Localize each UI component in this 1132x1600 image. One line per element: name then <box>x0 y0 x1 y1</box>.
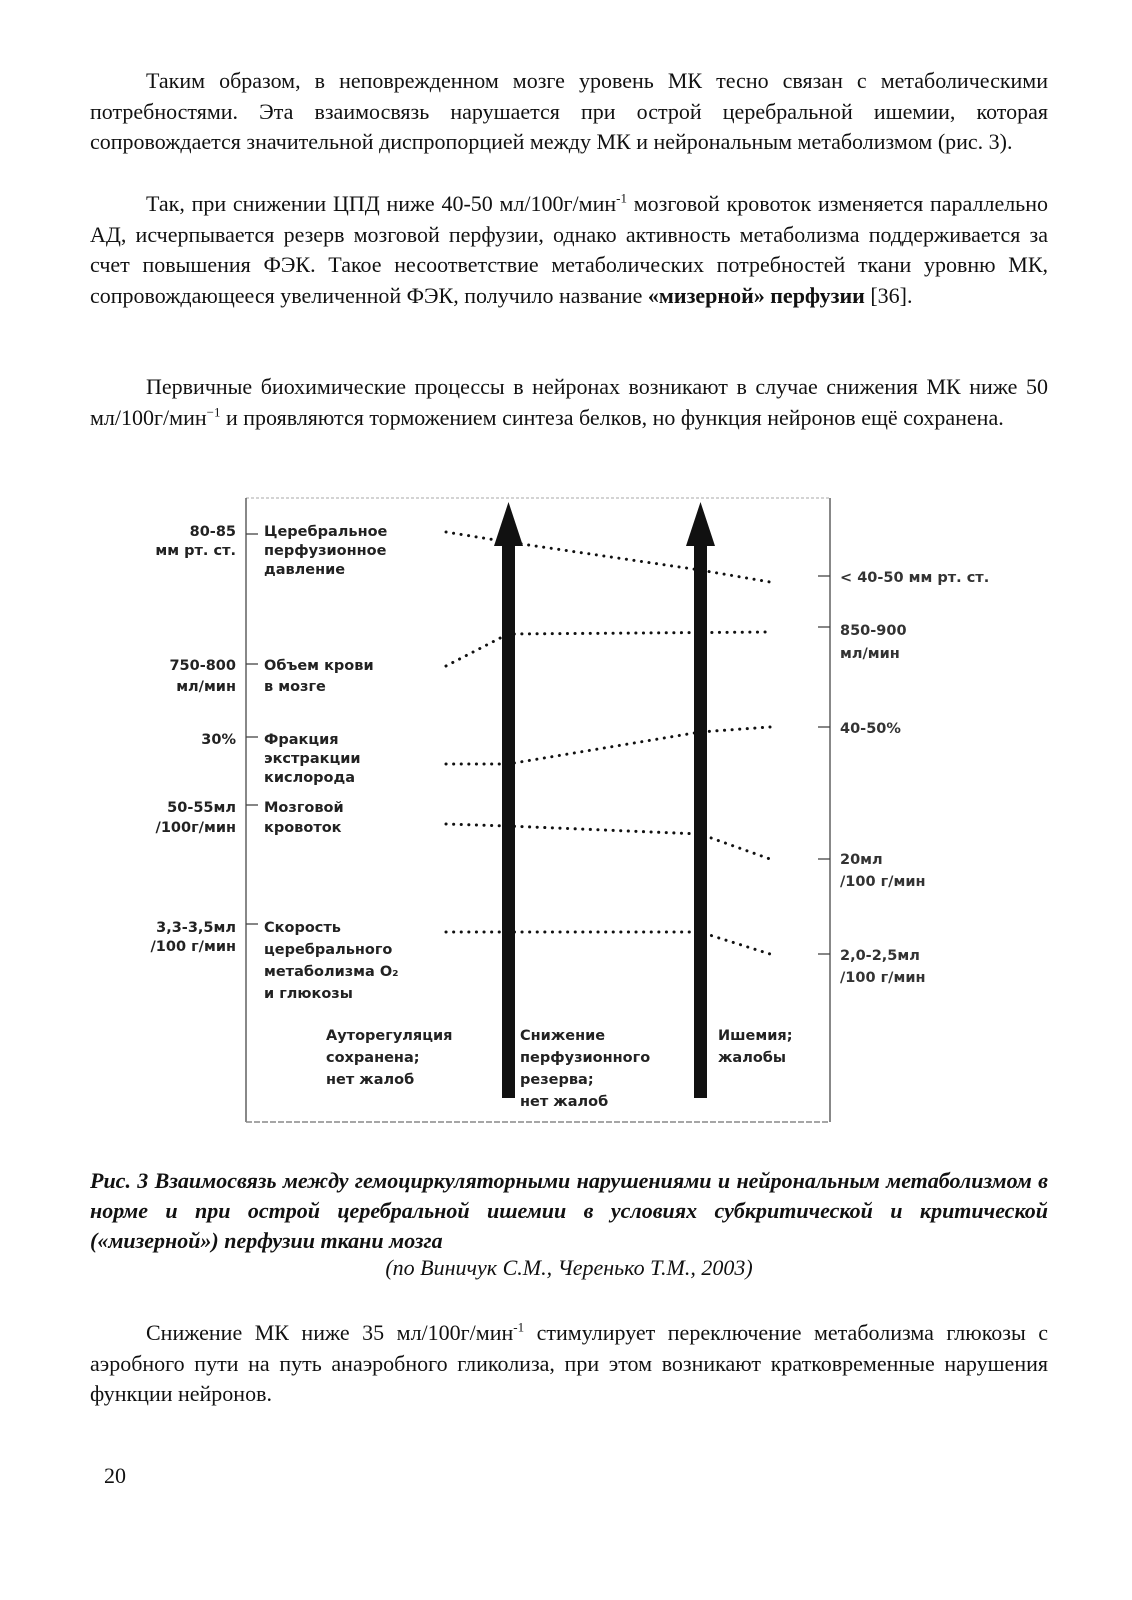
right-ticks <box>818 576 830 954</box>
stage-1-line-1: Ауторегуляция <box>326 1028 453 1044</box>
left-value-5-line-2: /100 г/мин <box>150 939 236 955</box>
svg-text:2,0-2,5мл/100 г/мин <box>840 948 926 986</box>
line-perfusion-pressure <box>446 532 770 582</box>
svg-text:Фракцияэкстракциикислорода <box>264 732 361 786</box>
param-1-line-1: Церебральное <box>264 524 388 540</box>
stage-2-line-1: Снижение <box>520 1028 606 1044</box>
param-4-line-2: кровоток <box>264 820 342 836</box>
figure-caption: Рис. 3 Взаимосвязь между гемоциркуляторными нарушениями и нейрональным метаболизмом в норме и при острой церебральной ишемии в условиях субкритической и критической («мизерной») перфузии ткани мозга <box>90 1168 1048 1253</box>
right-value-2-line-2: мл/мин <box>840 646 900 662</box>
svg-text:750-800мл/мин <box>169 658 236 695</box>
left-ticks <box>246 534 258 924</box>
paragraph-4: Снижение МК ниже 35 мл/100г/мин$^{-1}$ стимулирует переключение метаболизма глюкозы с аэробного пути на путь анаэробного гликолиза, при этом возникают кратковременные нарушения функции нейронов. <box>90 1319 1049 1406</box>
svg-text:Ишемия;жалобы <box>718 1028 793 1066</box>
left-values <box>150 524 236 955</box>
svg-text:< 40-50 мм рт. ст. <box>840 570 989 586</box>
paragraph-3: Первичные биохимические процессы в нейронах возникают в случае снижения МК ниже 50 мл/100г/мин$^{-1}$ и проявляются торможением синтеза белков, но функция нейронов ещё сохранена. <box>90 374 1048 430</box>
svg-text:80-85мм рт. ст. <box>155 524 236 559</box>
stage-labels <box>326 1028 793 1110</box>
svg-text:30% <box>201 732 236 748</box>
right-value-3-line-1: 40-50% <box>840 721 901 737</box>
svg-text:Церебральноеперфузионноедавлен <box>264 524 388 578</box>
stage-1-line-2: сохранена; <box>326 1050 420 1066</box>
left-value-4-line-2: /100г/мин <box>155 820 236 836</box>
param-1-line-2: перфузионное <box>264 543 387 559</box>
paragraph-1: Таким образом, в неповрежденном мозге уровень МК тесно связан с метаболическими потребностями. Эта взаимосвязь нарушается при острой церебральной ишемии, которая сопровождается значительной диспропорцией между МК и нейрональным метаболизмом (рис. 3). <box>90 68 1048 154</box>
svg-text:Ауторегуляциясохранена;нет жал <box>326 1028 452 1088</box>
svg-text:Мозговойкровоток <box>264 800 344 836</box>
stage-2-line-4: нет жалоб <box>520 1094 609 1110</box>
line-metabolism-rate <box>446 932 770 954</box>
line-blood-volume <box>446 632 770 666</box>
param-1-line-3: давление <box>264 562 346 578</box>
right-value-1-line-1: < 40-50 мм рт. ст. <box>840 570 990 586</box>
left-value-5-line-1: 3,3-3,5мл <box>156 920 236 936</box>
right-value-5-line-1: 2,0-2,5мл <box>840 948 920 964</box>
right-value-4-line-1: 20мл <box>840 852 883 868</box>
svg-text:20мл/100 г/мин <box>840 852 926 890</box>
line-blood-flow <box>446 824 770 859</box>
relation-lines <box>446 532 770 954</box>
paragraph-2: Так, при снижении ЦПД ниже 40-50 мл/100г/мин$^{-1}$ мозговой кровоток изменяется параллельно АД, исчерпывается резерв мозговой перфузии, однако активность метаболизма поддерживается за счет повышения ФЭК. Такое несоответствие метаболических потребностей ткани уровню МК, сопровождающееся увеличенной ФЭК, получило название «мизерной» перфузии [36]. <box>90 190 1048 308</box>
figure-caption-source: (по Виничук С.М., Черенько Т.М., 2003) <box>385 1255 753 1280</box>
stage-3-line-2: жалобы <box>718 1050 787 1066</box>
param-3-line-1: Фракция <box>264 732 339 748</box>
stage-2-line-3: резерва; <box>520 1072 594 1088</box>
right-value-5-line-2: /100 г/мин <box>840 970 926 986</box>
param-3-line-2: экстракции <box>264 751 361 767</box>
page-number: 20 <box>104 1463 126 1488</box>
left-value-2-line-1: 750-800 <box>169 658 236 674</box>
svg-text:Объем кровив мозге <box>264 658 374 695</box>
param-2-line-1: Объем крови <box>264 658 374 674</box>
left-value-1-line-1: 80-85 <box>189 524 236 540</box>
right-value-2-line-1: 850-900 <box>840 623 907 639</box>
svg-text:40-50% <box>840 721 901 737</box>
stage-1-line-3: нет жалоб <box>326 1072 415 1088</box>
param-5-line-2: церебрального <box>264 942 393 958</box>
stage-2-line-2: перфузионного <box>520 1050 651 1066</box>
stage-3-line-1: Ишемия; <box>718 1028 793 1044</box>
svg-text:50-55мл/100г/мин <box>156 800 236 836</box>
left-value-3-line-1: 30% <box>201 732 236 748</box>
param-4-line-1: Мозговой <box>264 800 344 816</box>
line-oxygen-extraction <box>446 727 770 764</box>
svg-text:Снижениеперфузионногорезерва;н <box>520 1028 650 1110</box>
param-5-line-1: Скорость <box>264 920 341 936</box>
svg-text:850-900мл/мин <box>840 623 907 662</box>
param-2-line-2: в мозге <box>264 679 326 695</box>
arrow-2 <box>686 502 715 1098</box>
arrow-1 <box>494 502 523 1098</box>
left-value-1-line-2: мм рт. ст. <box>155 543 236 559</box>
param-5-line-3: метаболизма O₂ <box>264 964 399 980</box>
param-5-line-4: и глюкозы <box>264 986 353 1002</box>
right-value-4-line-2: /100 г/мин <box>840 874 926 890</box>
left-value-2-line-2: мл/мин <box>176 679 236 695</box>
left-value-4-line-1: 50-55мл <box>167 800 236 816</box>
figure-diagram <box>130 494 1040 1154</box>
parameter-labels <box>264 524 399 1002</box>
param-3-line-3: кислорода <box>264 770 356 786</box>
svg-text:Скоростьцеребральногометаболиз <box>264 920 399 1002</box>
svg-text:3,3-3,5мл/100 г/мин <box>150 920 236 955</box>
right-values <box>840 570 989 986</box>
